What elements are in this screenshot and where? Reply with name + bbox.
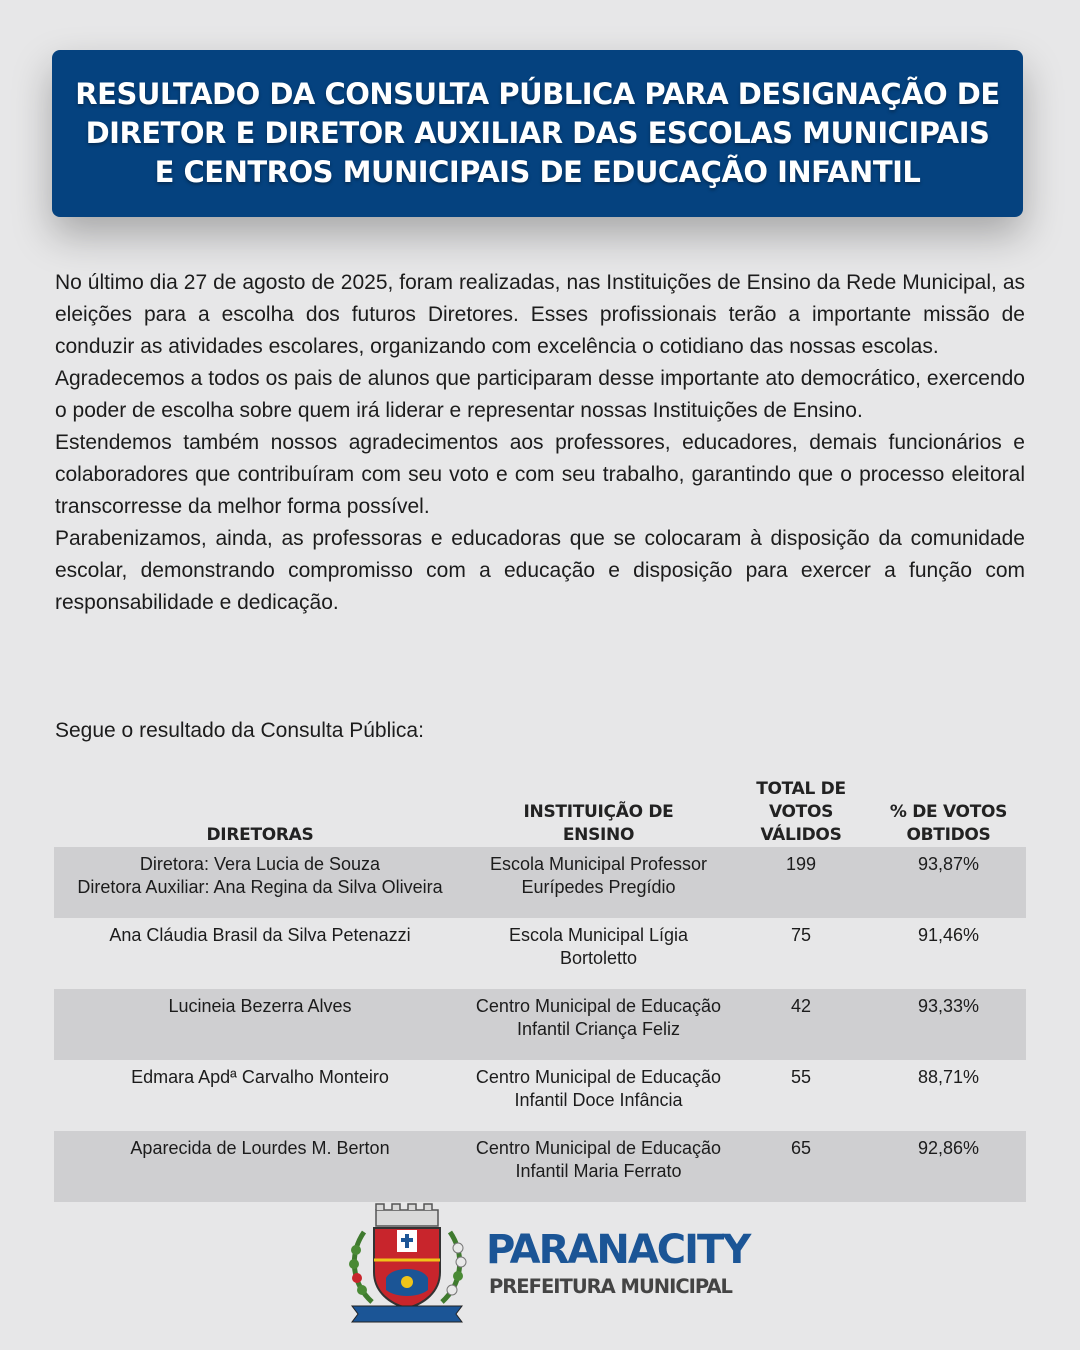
cell-percentual: 93,33%: [871, 989, 1026, 1060]
table-row: [54, 1131, 1026, 1202]
cell-instituicao: Escola Municipal Professor Eurípedes Pregídio: [466, 847, 731, 918]
table-row: [54, 1060, 1026, 1131]
cell-instituicao: Centro Municipal de Educação Infantil Maria Ferrato: [466, 1131, 731, 1202]
table-header-row: [54, 778, 1026, 847]
cell-diretora: Ana Cláudia Brasil da Silva Petenazzi: [109, 925, 411, 945]
paragraph: Agradecemos a todos os pais de alunos que participaram desse importante ato democrático, exercendo o poder de escolha sobre quem irá liderar e representar nossas Instituições de Ensino.: [55, 367, 1025, 422]
cell-diretora: Lucineia Bezerra Alves: [54, 989, 466, 1060]
cell-percentual: 92,86%: [871, 1131, 1026, 1202]
cell-votos: 42: [731, 989, 871, 1060]
cell-votos: 55: [790, 1067, 812, 1087]
city-name: PARANACITY: [486, 1227, 750, 1273]
cell-votos: 65: [731, 1131, 871, 1202]
header-instituicao: INSTITUIÇÃO DE ENSINO: [523, 802, 674, 845]
table-row: [54, 847, 1026, 918]
cell-votos: 75: [790, 925, 812, 945]
cell-diretora: Edmara Apdª Carvalho Monteiro: [131, 1067, 389, 1087]
cell-percentual: 91,46%: [917, 925, 980, 945]
cell-instituicao: Centro Municipal de Educação Infantil Criança Feliz: [466, 989, 731, 1060]
cell-instituicao: Escola Municipal Lígia Bortoletto: [508, 925, 689, 968]
paragraph: Parabenizamos, ainda, as professoras e educadoras que se colocaram à disposição da comunidade escolar, demonstrando compromisso com a educação e disposição para exercer a função com responsabilidade e dedicação.: [55, 527, 1025, 614]
paragraph: Estendemos também nossos agradecimentos aos professores, educadores, demais funcionários e colaboradores que contribuíram com seu voto e com seu trabalho, garantindo que o processo eleitoral transcorresse da melhor forma possível.: [55, 431, 1025, 518]
table-row: [54, 918, 1026, 989]
cell-diretora: Aparecida de Lourdes M. Berton: [54, 1131, 466, 1202]
paragraph: No último dia 27 de agosto de 2025, foram realizadas, nas Instituições de Ensino da Rede Municipal, as eleições para a escolha dos futuros Diretores. Esses profissionais terão a importante missão de conduzir as atividades escolares, organizando com excelência o cotidiano das nossas escolas.: [55, 271, 1025, 358]
announcement-text: [55, 267, 1025, 619]
cell-diretora: Diretora: Vera Lucia de Souza Diretora Auxiliar: Ana Regina da Silva Oliveira: [54, 847, 466, 918]
cell-percentual: 93,87%: [871, 847, 1026, 918]
header-percentual: % DE VOTOS OBTIDOS: [889, 802, 1008, 845]
header-total-votos: TOTAL DE VOTOS VÁLIDOS: [756, 779, 846, 845]
results-intro: Segue o resultado da Consulta Pública:: [55, 719, 424, 742]
cell-percentual: 88,71%: [917, 1067, 980, 1087]
cell-instituicao: Centro Municipal de Educação Infantil Doce Infância: [475, 1067, 722, 1110]
header-diretoras: DIRETORAS: [206, 825, 314, 845]
city-subtitle: PREFEITURA MUNICIPAL: [489, 1275, 732, 1298]
cell-votos: 199: [731, 847, 871, 918]
title-banner: [52, 50, 1023, 217]
table-row: [54, 989, 1026, 1060]
page-title: RESULTADO DA CONSULTA PÚBLICA PARA DESIGNAÇÃO DE DIRETOR E DIRETOR AUXILIAR DAS ESCOLAS MUNICIPAIS E CENTROS MUNICIPAIS DE EDUCAÇÃO INFANTIL: [75, 77, 1000, 189]
results-table: [54, 778, 1026, 1202]
municipal-logo: [342, 1202, 750, 1324]
coat-of-arms-icon: [342, 1202, 472, 1324]
